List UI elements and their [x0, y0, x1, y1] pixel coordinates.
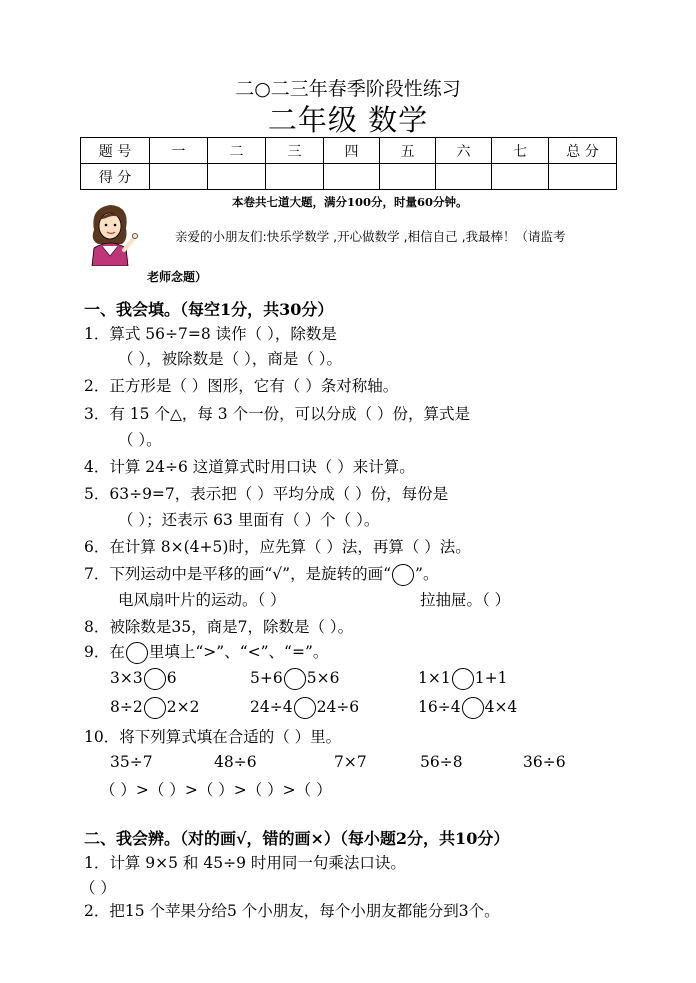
compare-left: 5+6 [250, 669, 283, 687]
question-5-line-1: 5．63÷9=7，表示把（ ）平均分成（ ）份，每份是 [84, 485, 449, 503]
exam-title: 二年级 数学 [267, 103, 429, 137]
expression: 35÷7 [110, 753, 153, 771]
compare-left: 24÷4 [250, 698, 293, 716]
question-10-blanks: （ ）>（ ）>（ ）>（ ）>（ ） [100, 781, 332, 799]
table-cell: 三 [266, 138, 324, 164]
compare-item [250, 668, 339, 690]
compare-left: 16÷4 [418, 698, 461, 716]
compare-right: 24÷6 [316, 698, 360, 716]
expression: 36÷6 [523, 753, 566, 771]
question-7-item-fan: 电风扇叶片的运动。（ ） [118, 591, 286, 609]
question-7-item-drawer: 拉抽屉。（ ） [420, 591, 511, 609]
score-input-cell[interactable] [150, 164, 208, 190]
table-cell: 七 [492, 138, 549, 164]
section-1-title: 一、我会填。（每空1分，共30分） [84, 300, 334, 319]
question-8: 8．被除数是35，商是7，除数是（ ）。 [84, 618, 354, 636]
compare-right: 4×4 [484, 698, 518, 716]
score-input-cell[interactable] [549, 164, 617, 190]
circle-icon [126, 642, 148, 664]
table-cell: 题 号 [81, 138, 150, 164]
exam-subtitle: 二○二三年春季阶段性练习 [235, 78, 461, 100]
compare-left: 8÷2 [110, 698, 143, 716]
greeting-line-1: 亲爱的小朋友们:快乐学数学 ,开心做数学 ,相信自己 ,我最棒！（请监考 [175, 229, 566, 244]
table-cell: 四 [324, 138, 380, 164]
compare-circle[interactable] [144, 697, 166, 719]
compare-right: 5×6 [306, 669, 340, 687]
question-9-text: 9．在 [84, 643, 125, 661]
compare-circle[interactable] [462, 697, 484, 719]
table-cell: 得 分 [81, 164, 150, 190]
question-9-instruction [84, 640, 328, 664]
question-3-line-1: 3．有 15 个△，每 3 个一份，可以分成（ ）份，算式是 [84, 405, 471, 423]
score-table [80, 137, 617, 190]
compare-right: 2×2 [166, 698, 200, 716]
score-input-cell[interactable] [380, 164, 436, 190]
compare-item [250, 697, 359, 719]
compare-circle[interactable] [284, 668, 306, 690]
question-3-line-2: （ ）。 [118, 431, 162, 449]
compare-left: 3×3 [110, 669, 143, 687]
table-cell: 五 [380, 138, 436, 164]
score-input-cell[interactable] [436, 164, 492, 190]
question-7-text-end: ”。 [415, 565, 439, 583]
judge-question-1: 1．计算 9×5 和 45÷9 时用同一句乘法口诀。 [84, 854, 406, 872]
question-10: 10．将下列算式填在合适的（ ）里。 [84, 728, 342, 746]
teacher-illustration [84, 200, 140, 266]
compare-item [418, 697, 517, 719]
greeting-line-2: 老师念题） [147, 270, 208, 284]
table-cell: 六 [436, 138, 492, 164]
compare-left: 1×1 [418, 669, 451, 687]
compare-circle[interactable] [452, 668, 474, 690]
score-input-cell[interactable] [324, 164, 380, 190]
table-cell: 一 [150, 138, 208, 164]
expression: 56÷8 [420, 753, 463, 771]
score-table-header-row [81, 138, 617, 164]
question-7-line-1 [84, 562, 438, 586]
question-9-text-end: 里填上“>”、“<”、“=”。 [148, 643, 329, 661]
expression: 7×7 [334, 753, 367, 771]
question-1-line-2: （ ），被除数是（ ），商是（ ）。 [118, 350, 343, 368]
compare-right: 1+1 [474, 669, 508, 687]
circle-icon [392, 564, 414, 586]
table-cell: 总 分 [549, 138, 617, 164]
exam-note: 本卷共七道大题，满分100分，时量60分钟。 [232, 195, 468, 209]
table-cell: 二 [208, 138, 266, 164]
score-input-cell[interactable] [208, 164, 266, 190]
expression: 48÷6 [214, 753, 257, 771]
question-4: 4．计算 24÷6 这道算式时用口诀（ ）来计算。 [84, 458, 415, 476]
section-2-title: 二、我会辨。（对的画√，错的画×）（每小题2分，共10分） [84, 829, 510, 848]
compare-item [110, 697, 199, 719]
compare-item [418, 668, 507, 690]
question-7-text: 7．下列运动中是平移的画“√”，是旋转的画“ [84, 565, 392, 583]
judge-question-2: 2．把15 个苹果分给5 个小朋友，每个小朋友都能分到3个。 [84, 902, 500, 920]
question-1-line-1: 1．算式 56÷7=8 读作（ ），除数是 [84, 325, 337, 343]
question-2: 2．正方形是（ ）图形，它有（ ）条对称轴。 [84, 377, 399, 395]
compare-item [110, 668, 177, 690]
score-table-score-row [81, 164, 617, 190]
compare-circle[interactable] [144, 668, 166, 690]
question-6: 6．在计算 8×(4+5)时，应先算（ ）法，再算（ ）法。 [84, 538, 471, 556]
question-5-line-2: （ ）；还表示 63 里面有（ ）个（ ）。 [118, 511, 380, 529]
judge-answer-paren[interactable]: （ ） [80, 879, 116, 897]
score-input-cell[interactable] [266, 164, 324, 190]
score-input-cell[interactable] [492, 164, 549, 190]
compare-circle[interactable] [294, 697, 316, 719]
compare-right: 6 [166, 669, 177, 687]
